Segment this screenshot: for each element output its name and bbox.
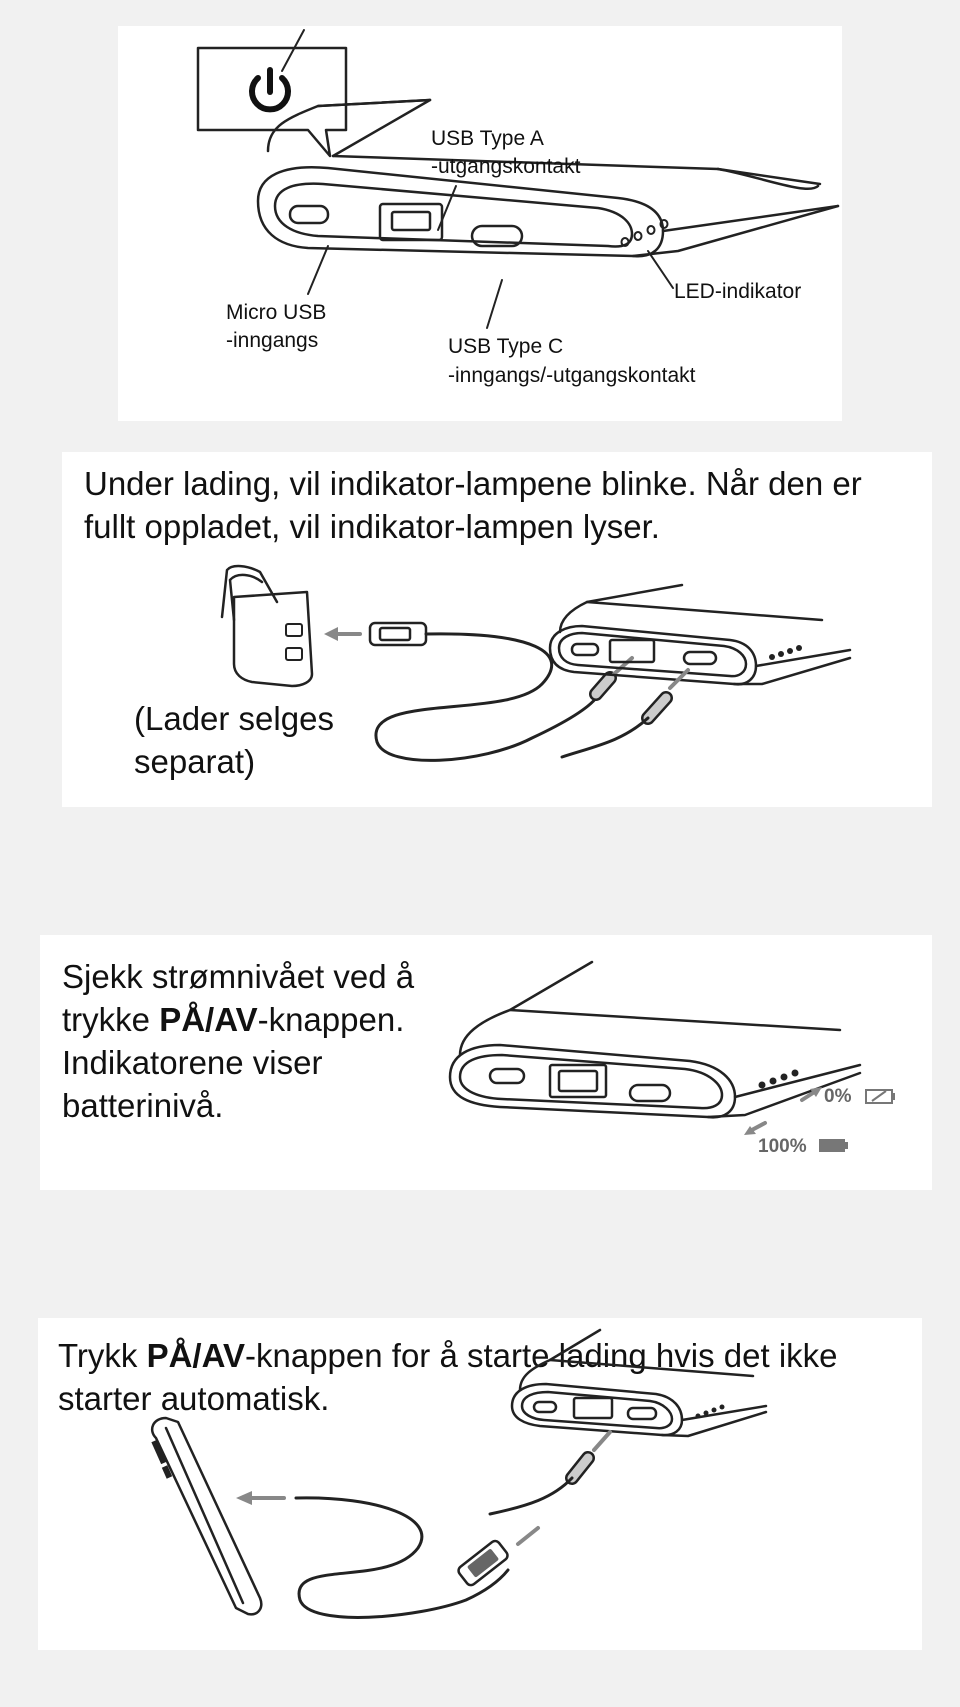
empty-battery-icon [866,1090,895,1103]
power-icon [252,70,288,109]
check-line4: batterinivå. [62,1087,224,1124]
output-charging-panel [38,1318,922,1650]
phone [151,1418,261,1614]
usb-c-label-line1: USB Type C [448,335,564,358]
usb-c-label-line2: -inngangs/-utgangskontakt [448,364,696,387]
check-line3: Indikatorene viser [62,1044,323,1081]
micro-usb-label-line1: Micro USB [226,301,327,324]
charger-note-line1: (Lader selges [134,700,334,737]
check-line2: trykke PÅ/AV-knappen. [62,1001,405,1038]
micro-usb-port [290,206,328,223]
charger-note-line2: separat) [134,743,256,780]
wall-charger [222,566,312,686]
usb-a-label-line2: -utgangskontakt [431,155,581,178]
micro-usb-label-line2: -inngangs [226,329,319,352]
output-charging-illustration [38,1318,922,1650]
port-diagram-panel [118,26,842,421]
charging-step-panel [62,452,932,807]
output-instruction: Trykk PÅ/AV-knappen for å starte lading hvis det ikke starter automatisk. [58,1337,838,1417]
level-empty-label: 0% [824,1086,852,1107]
charging-instruction: Under lading, vil indikator-lampene blinke. Når den er fullt oppladet, vil indikator-lampen lyser. [84,465,862,545]
battery-check-panel [40,935,932,1190]
led-indicator-label: LED-indikator [674,280,802,303]
check-line1: Sjekk strømnivået ved å [62,958,415,995]
level-full-label: 100% [758,1136,807,1157]
usb-a-port [380,204,442,240]
usb-a-label-line1: USB Type A [431,127,544,150]
full-battery-icon [819,1139,848,1152]
